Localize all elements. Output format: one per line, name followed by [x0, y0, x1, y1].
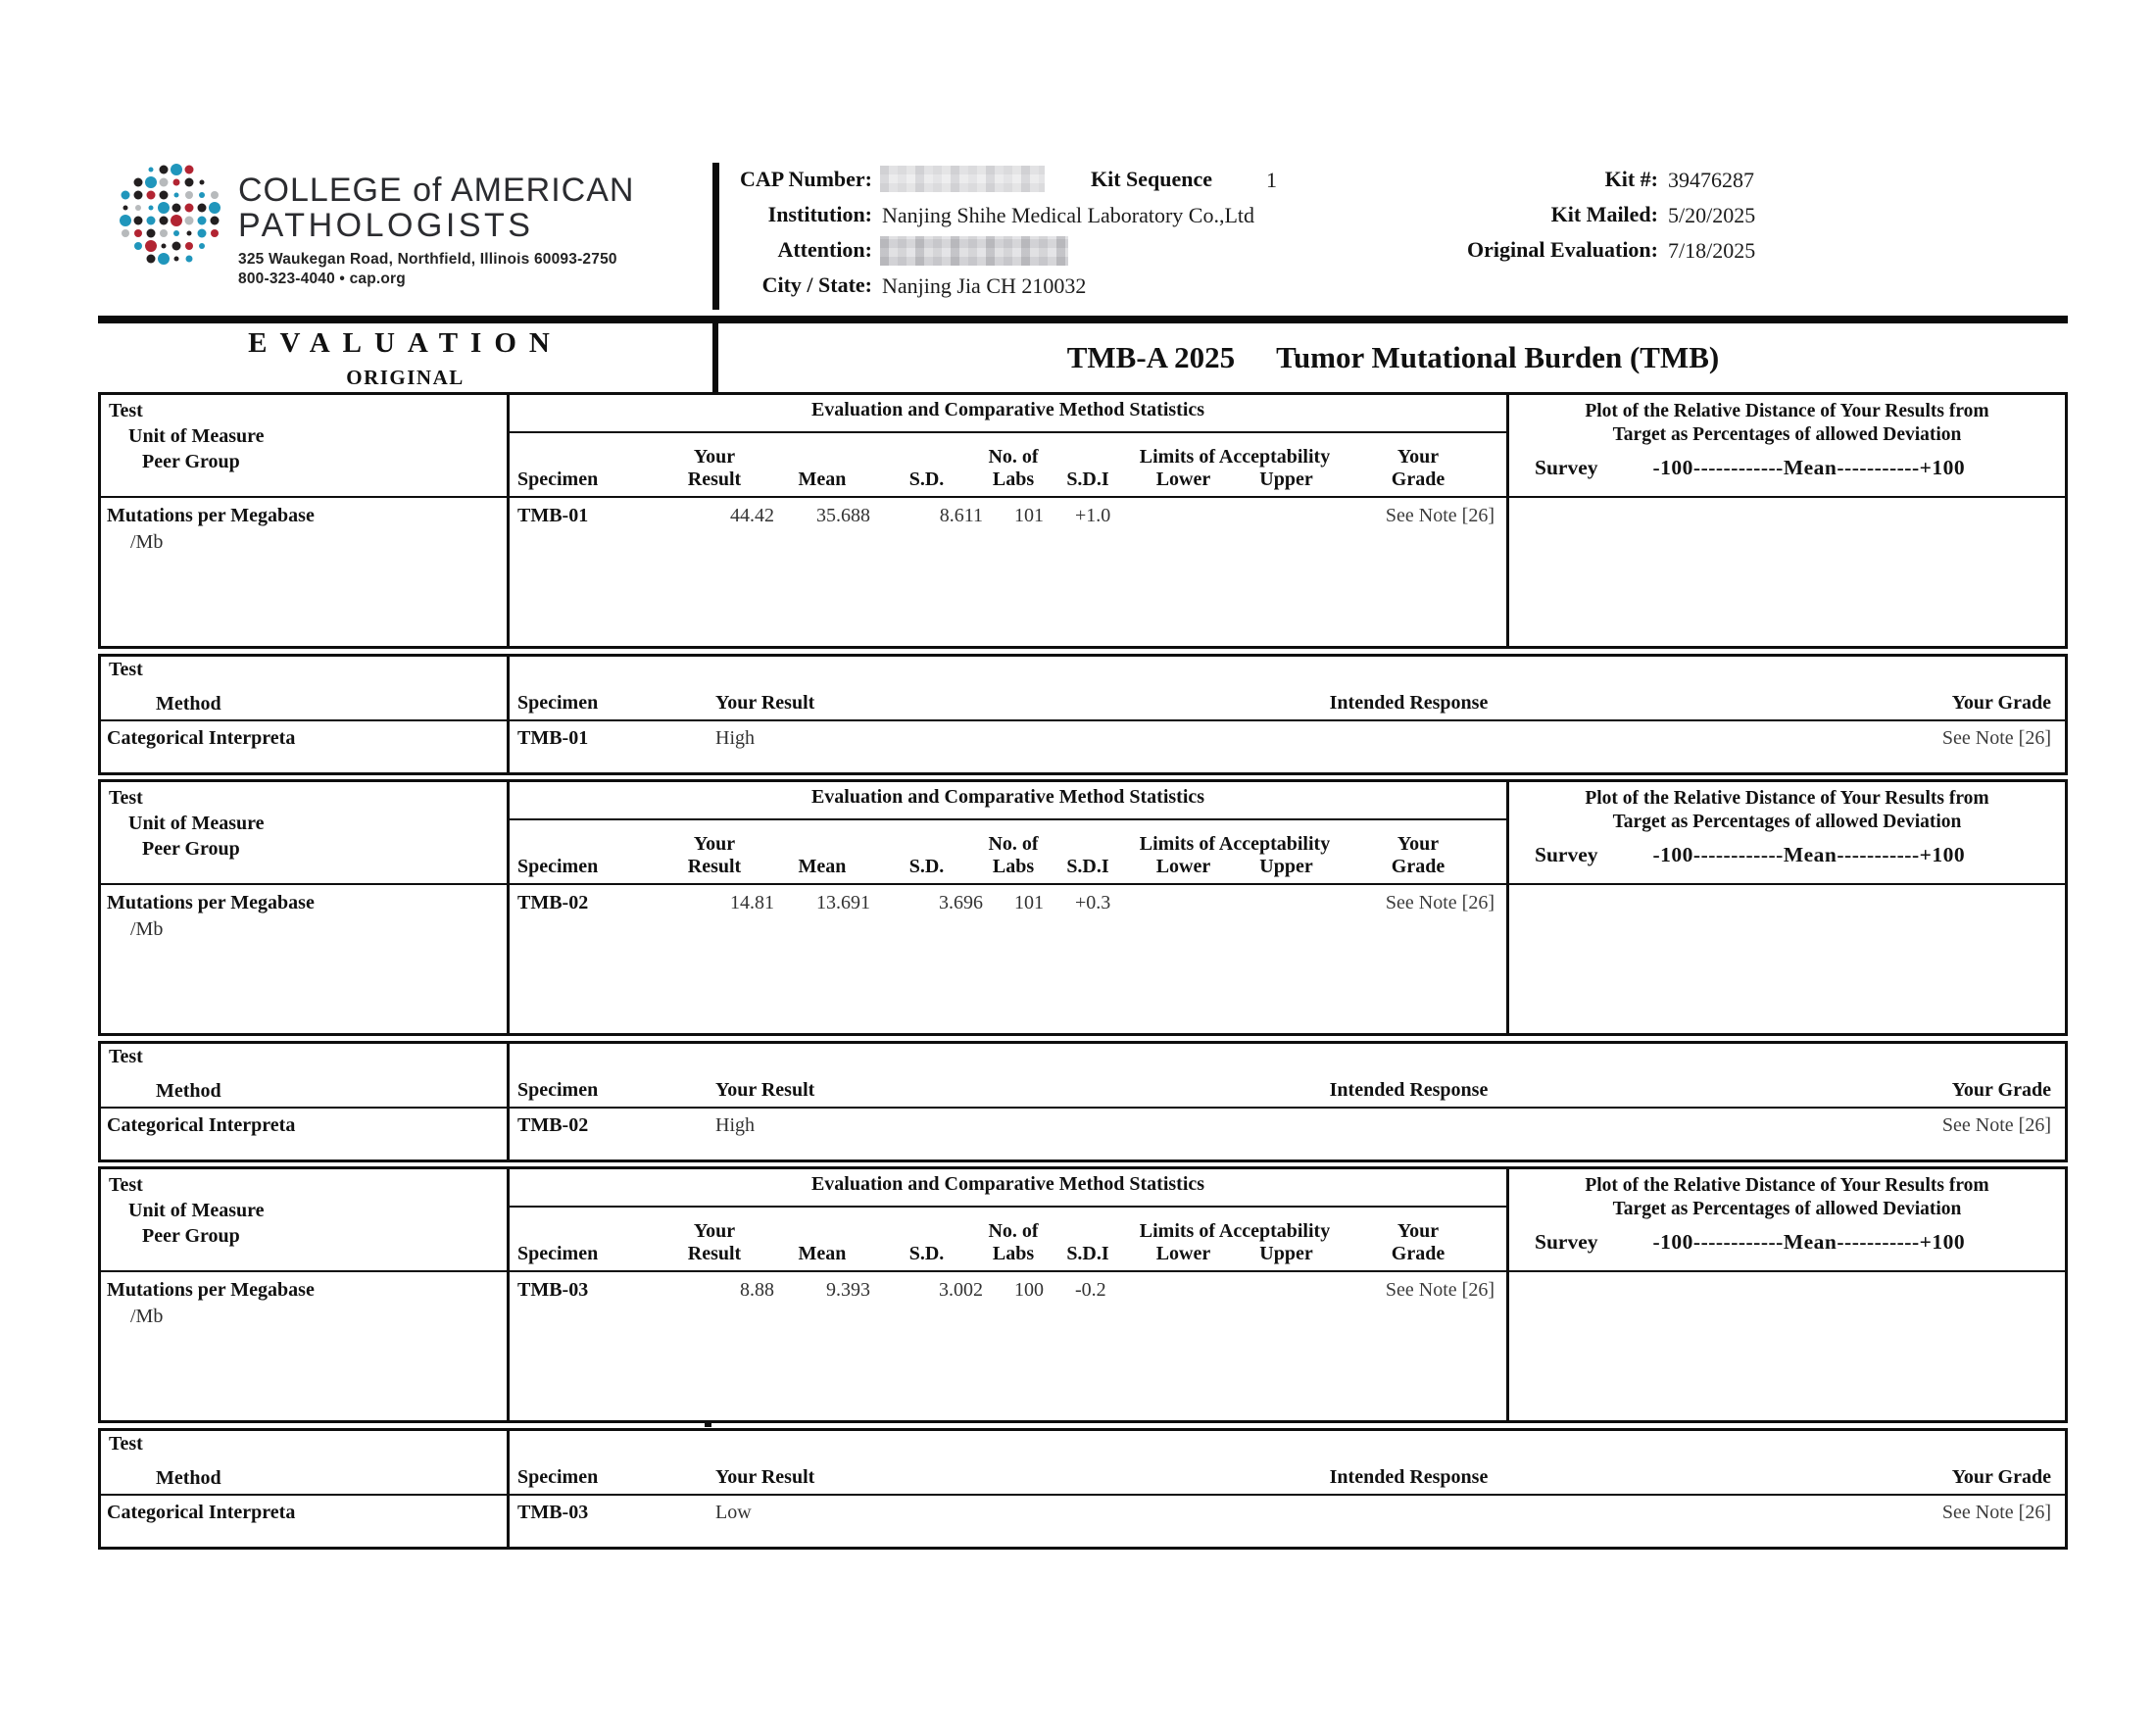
- plot-title-line1: Plot of the Relative Distance of Your Results from: [1585, 1175, 1989, 1196]
- your-grade-top-label: Your: [1396, 1220, 1440, 1242]
- analyte-unit: /Mb: [130, 918, 164, 940]
- upper-limit-column-label: Upper: [1259, 856, 1313, 877]
- plot-axis-scale: -100------------Mean-----------+100: [1652, 843, 1966, 866]
- specimen-id: TMB-02: [517, 1114, 589, 1136]
- original-evaluation-label: Original Evaluation:: [1467, 237, 1658, 262]
- method-table: [98, 654, 2068, 775]
- cap-number-redacted: [880, 166, 1045, 192]
- stats-data-row: [510, 885, 1509, 1033]
- method-label: Method: [156, 1080, 221, 1102]
- plot-axis-row: [1509, 843, 2065, 867]
- method-name-cell: Categorical Interpreta: [101, 1109, 510, 1160]
- grade-column-label: Grade: [1391, 469, 1446, 490]
- your-grade-column-label: Your Grade: [1951, 692, 2051, 714]
- your-result-value: 44.42: [730, 505, 774, 526]
- method-test-header-cell: [101, 657, 510, 721]
- cap-brand-block: [238, 173, 634, 288]
- stats-column-labels: [510, 433, 1506, 496]
- plot-header-cell: [1509, 1169, 2065, 1272]
- original-subheading: ORIGINAL: [346, 366, 465, 389]
- no-of-labs-top-label: No. of: [988, 1220, 1039, 1242]
- analyte-name: Mutations per Megabase: [107, 892, 315, 913]
- specimen-id: TMB-01: [517, 727, 589, 749]
- mean-value: 9.393: [826, 1279, 870, 1301]
- your-result-value: High: [715, 727, 755, 749]
- cap-logo-icon: [116, 161, 231, 271]
- stats-section-title: Evaluation and Comparative Method Statistics: [510, 1169, 1506, 1208]
- banner-top-rule: [98, 316, 2068, 323]
- plot-title-line2: Target as Percentages of allowed Deviation: [1612, 812, 1962, 832]
- unit-of-measure-label: Unit of Measure: [128, 813, 265, 834]
- limits-of-acceptability-label: Limits of Acceptability: [1139, 833, 1331, 855]
- plot-axis-scale: -100------------Mean-----------+100: [1652, 1230, 1966, 1254]
- results-sections: [98, 392, 2068, 1550]
- stats-section-title: Evaluation and Comparative Method Statistics: [510, 395, 1506, 433]
- institution-label: Institution:: [767, 202, 872, 226]
- specimen-id: TMB-03: [517, 1502, 589, 1523]
- test-label: Test: [109, 400, 143, 421]
- method-data-row: [510, 1496, 2065, 1547]
- method-column-labels: [510, 657, 2065, 721]
- test-label: Test: [109, 1433, 143, 1455]
- brand-line2: PATHOLOGISTS: [238, 207, 534, 244]
- result-column-label: Result: [687, 469, 742, 490]
- upper-limit-column-label: Upper: [1259, 1243, 1313, 1264]
- your-grade-column-label: Your Grade: [1951, 1466, 2051, 1488]
- sd-column-label: S.D.: [908, 1243, 945, 1264]
- program-code: TMB-A 2025: [1066, 340, 1236, 374]
- your-result-value: High: [715, 1114, 755, 1136]
- sdi-value: +0.3: [1075, 892, 1111, 913]
- unit-of-measure-label: Unit of Measure: [128, 1200, 265, 1221]
- kit-number-label: Kit #:: [1604, 167, 1658, 191]
- stats-test-header-cell: [101, 782, 510, 885]
- sd-value: 8.611: [939, 505, 983, 526]
- labs-column-label: Labs: [992, 1243, 1035, 1264]
- your-result-value: Low: [715, 1502, 752, 1523]
- intended-response-value: [968, 1114, 1849, 1160]
- method-name-cell: Categorical Interpreta: [101, 1496, 510, 1547]
- institution-value: Nanjing Shihe Medical Laboratory Co.,Ltd: [882, 203, 1255, 227]
- specimen-id: TMB-02: [517, 892, 589, 913]
- lower-limit-column-label: Lower: [1155, 469, 1211, 490]
- method-label: Method: [156, 1467, 221, 1489]
- labs-column-label: Labs: [992, 856, 1035, 877]
- lower-limit-column-label: Lower: [1155, 1243, 1211, 1264]
- original-evaluation-value: 7/18/2025: [1668, 238, 1756, 263]
- specimen-column-label: Specimen: [517, 469, 599, 490]
- test-label: Test: [109, 1046, 143, 1067]
- header-divider-bar: [712, 163, 719, 310]
- grade-column-label: Grade: [1391, 1243, 1446, 1264]
- peer-group-label: Peer Group: [142, 838, 240, 860]
- sdi-column-label: S.D.I: [1066, 1243, 1109, 1264]
- your-result-top-label: Your: [693, 833, 736, 855]
- grade-note: See Note [26]: [1385, 892, 1494, 913]
- your-result-column-label: Your Result: [715, 1079, 815, 1101]
- result-column-label: Result: [687, 856, 742, 877]
- survey-label: Survey: [1535, 1230, 1598, 1254]
- attention-redacted: [880, 236, 1068, 266]
- intended-response-column-label: Intended Response: [1329, 1079, 1489, 1101]
- mean-column-label: Mean: [798, 856, 847, 877]
- intended-response-value: [968, 727, 1849, 772]
- grade-note: See Note [26]: [1385, 1279, 1494, 1301]
- stats-test-header-cell: [101, 1169, 510, 1272]
- method-data-row: [510, 1109, 2065, 1160]
- method-test-header-cell: [101, 1431, 510, 1496]
- analyte-unit: /Mb: [130, 1306, 164, 1327]
- your-grade-top-label: Your: [1396, 446, 1440, 468]
- result-section: [98, 1166, 2068, 1550]
- your-result-top-label: Your: [693, 446, 736, 468]
- statistics-table: [98, 392, 2068, 649]
- specimen-column-label: Specimen: [517, 692, 599, 714]
- plot-header-cell: [1509, 782, 2065, 885]
- sdi-value: -0.2: [1075, 1279, 1106, 1301]
- city-state-value: Nanjing Jia CH 210032: [882, 273, 1087, 298]
- method-label: Method: [156, 693, 221, 715]
- your-result-value: 14.81: [730, 892, 774, 913]
- specimen-column-label: Specimen: [517, 1079, 599, 1101]
- your-result-value: 8.88: [740, 1279, 774, 1301]
- sdi-value: +1.0: [1075, 505, 1111, 526]
- specimen-column-label: Specimen: [517, 1243, 599, 1264]
- plot-axis-row: [1509, 456, 2065, 480]
- analyte-cell: [101, 1272, 510, 1420]
- city-state-label: City / State:: [761, 272, 872, 297]
- kit-sequence-label: Kit Sequence: [1091, 167, 1213, 191]
- no-of-labs-top-label: No. of: [988, 833, 1039, 855]
- result-section: [98, 779, 2068, 1162]
- method-column-labels: [510, 1431, 2065, 1496]
- upper-limit-column-label: Upper: [1259, 469, 1313, 490]
- test-label: Test: [109, 787, 143, 809]
- stats-columns-header-cell: [510, 395, 1509, 498]
- sd-value: 3.002: [939, 1279, 983, 1301]
- mean-column-label: Mean: [798, 469, 847, 490]
- your-result-column-label: Your Result: [715, 692, 815, 714]
- sd-column-label: S.D.: [908, 856, 945, 877]
- analyte-cell: [101, 498, 510, 646]
- your-result-top-label: Your: [693, 1220, 736, 1242]
- grade-note: See Note [26]: [1941, 1502, 2051, 1523]
- labs-count-value: 100: [1014, 1279, 1044, 1301]
- sdi-column-label: S.D.I: [1066, 469, 1109, 490]
- kit-mailed-value: 5/20/2025: [1668, 203, 1756, 227]
- specimen-id: TMB-01: [517, 505, 589, 526]
- survey-label: Survey: [1535, 843, 1598, 866]
- peer-group-label: Peer Group: [142, 451, 240, 472]
- plot-title-line2: Target as Percentages of allowed Deviation: [1612, 1199, 1962, 1219]
- grade-column-label: Grade: [1391, 856, 1446, 877]
- your-result-column-label: Your Result: [715, 1466, 815, 1488]
- program-title: [718, 340, 2068, 375]
- test-label: Test: [109, 1174, 143, 1196]
- limits-of-acceptability-label: Limits of Acceptability: [1139, 1220, 1331, 1242]
- stats-columns-header-cell: [510, 782, 1509, 885]
- intended-response-column-label: Intended Response: [1329, 1466, 1489, 1488]
- method-table: [98, 1041, 2068, 1162]
- unit-of-measure-label: Unit of Measure: [128, 425, 265, 447]
- labs-count-value: 101: [1014, 505, 1044, 526]
- attention-label: Attention:: [777, 237, 872, 262]
- plot-title-line1: Plot of the Relative Distance of Your Results from: [1585, 401, 1989, 421]
- statistics-table: [98, 1166, 2068, 1423]
- kit-sequence-value: 1: [1266, 168, 1277, 192]
- labs-count-value: 101: [1014, 892, 1044, 913]
- mean-value: 13.691: [816, 892, 870, 913]
- grade-note: See Note [26]: [1941, 1114, 2051, 1136]
- sd-value: 3.696: [939, 892, 983, 913]
- no-of-labs-top-label: No. of: [988, 446, 1039, 468]
- brand-line1: COLLEGE of AMERICAN: [238, 172, 635, 209]
- statistics-table: [98, 779, 2068, 1036]
- analyte-unit: /Mb: [130, 531, 164, 553]
- kit-number-value: 39476287: [1668, 168, 1754, 192]
- test-label: Test: [109, 659, 143, 680]
- method-name-cell: Categorical Interpreta: [101, 721, 510, 772]
- plot-header-cell: [1509, 395, 2065, 498]
- plot-area-empty: [1509, 1272, 2065, 1420]
- kit-mailed-label: Kit Mailed:: [1550, 202, 1658, 226]
- sdi-column-label: S.D.I: [1066, 856, 1109, 877]
- analyte-name: Mutations per Megabase: [107, 505, 315, 526]
- stats-data-row: [510, 1272, 1509, 1420]
- plot-title-line2: Target as Percentages of allowed Deviation: [1612, 424, 1962, 445]
- method-column-labels: [510, 1044, 2065, 1109]
- specimen-column-label: Specimen: [517, 1466, 599, 1488]
- plot-axis-scale: -100------------Mean-----------+100: [1652, 456, 1966, 479]
- stats-test-header-cell: [101, 395, 510, 498]
- intended-response-value: [968, 1502, 1849, 1547]
- plot-axis-row: [1509, 1230, 2065, 1255]
- labs-column-label: Labs: [992, 469, 1035, 490]
- sd-column-label: S.D.: [908, 469, 945, 490]
- analyte-name: Mutations per Megabase: [107, 1279, 315, 1301]
- specimen-id: TMB-03: [517, 1279, 589, 1301]
- stats-column-labels: [510, 1208, 1506, 1270]
- program-name: Tumor Mutational Burden (TMB): [1276, 340, 1720, 374]
- lower-limit-column-label: Lower: [1155, 856, 1211, 877]
- intended-response-column-label: Intended Response: [1329, 692, 1489, 714]
- result-column-label: Result: [687, 1243, 742, 1264]
- mean-value: 35.688: [816, 505, 870, 526]
- brand-contact: 800-323-4040 • cap.org: [238, 271, 406, 287]
- plot-area-empty: [1509, 885, 2065, 1033]
- result-section: [98, 392, 2068, 775]
- plot-title-line1: Plot of the Relative Distance of Your Results from: [1585, 788, 1989, 809]
- your-grade-top-label: Your: [1396, 833, 1440, 855]
- grade-note: See Note [26]: [1385, 505, 1494, 526]
- grade-note: See Note [26]: [1941, 727, 2051, 749]
- survey-label: Survey: [1535, 456, 1598, 479]
- method-test-header-cell: [101, 1044, 510, 1109]
- analyte-cell: [101, 885, 510, 1033]
- limits-of-acceptability-label: Limits of Acceptability: [1139, 446, 1331, 468]
- stats-data-row: [510, 498, 1509, 646]
- plot-area-empty: [1509, 498, 2065, 646]
- specimen-column-label: Specimen: [517, 856, 599, 877]
- mean-column-label: Mean: [798, 1243, 847, 1264]
- method-table: [98, 1428, 2068, 1550]
- stats-column-labels: [510, 820, 1506, 883]
- stats-columns-header-cell: [510, 1169, 1509, 1272]
- your-grade-column-label: Your Grade: [1951, 1079, 2051, 1101]
- method-data-row: [510, 721, 2065, 772]
- stats-section-title: Evaluation and Comparative Method Statistics: [510, 782, 1506, 820]
- print-artifact-mark: [705, 1420, 711, 1427]
- brand-address: 325 Waukegan Road, Northfield, Illinois 60093-2750: [238, 251, 617, 268]
- evaluation-heading: EVALUATION: [248, 327, 563, 359]
- cap-number-label: CAP Number:: [739, 167, 872, 191]
- peer-group-label: Peer Group: [142, 1225, 240, 1247]
